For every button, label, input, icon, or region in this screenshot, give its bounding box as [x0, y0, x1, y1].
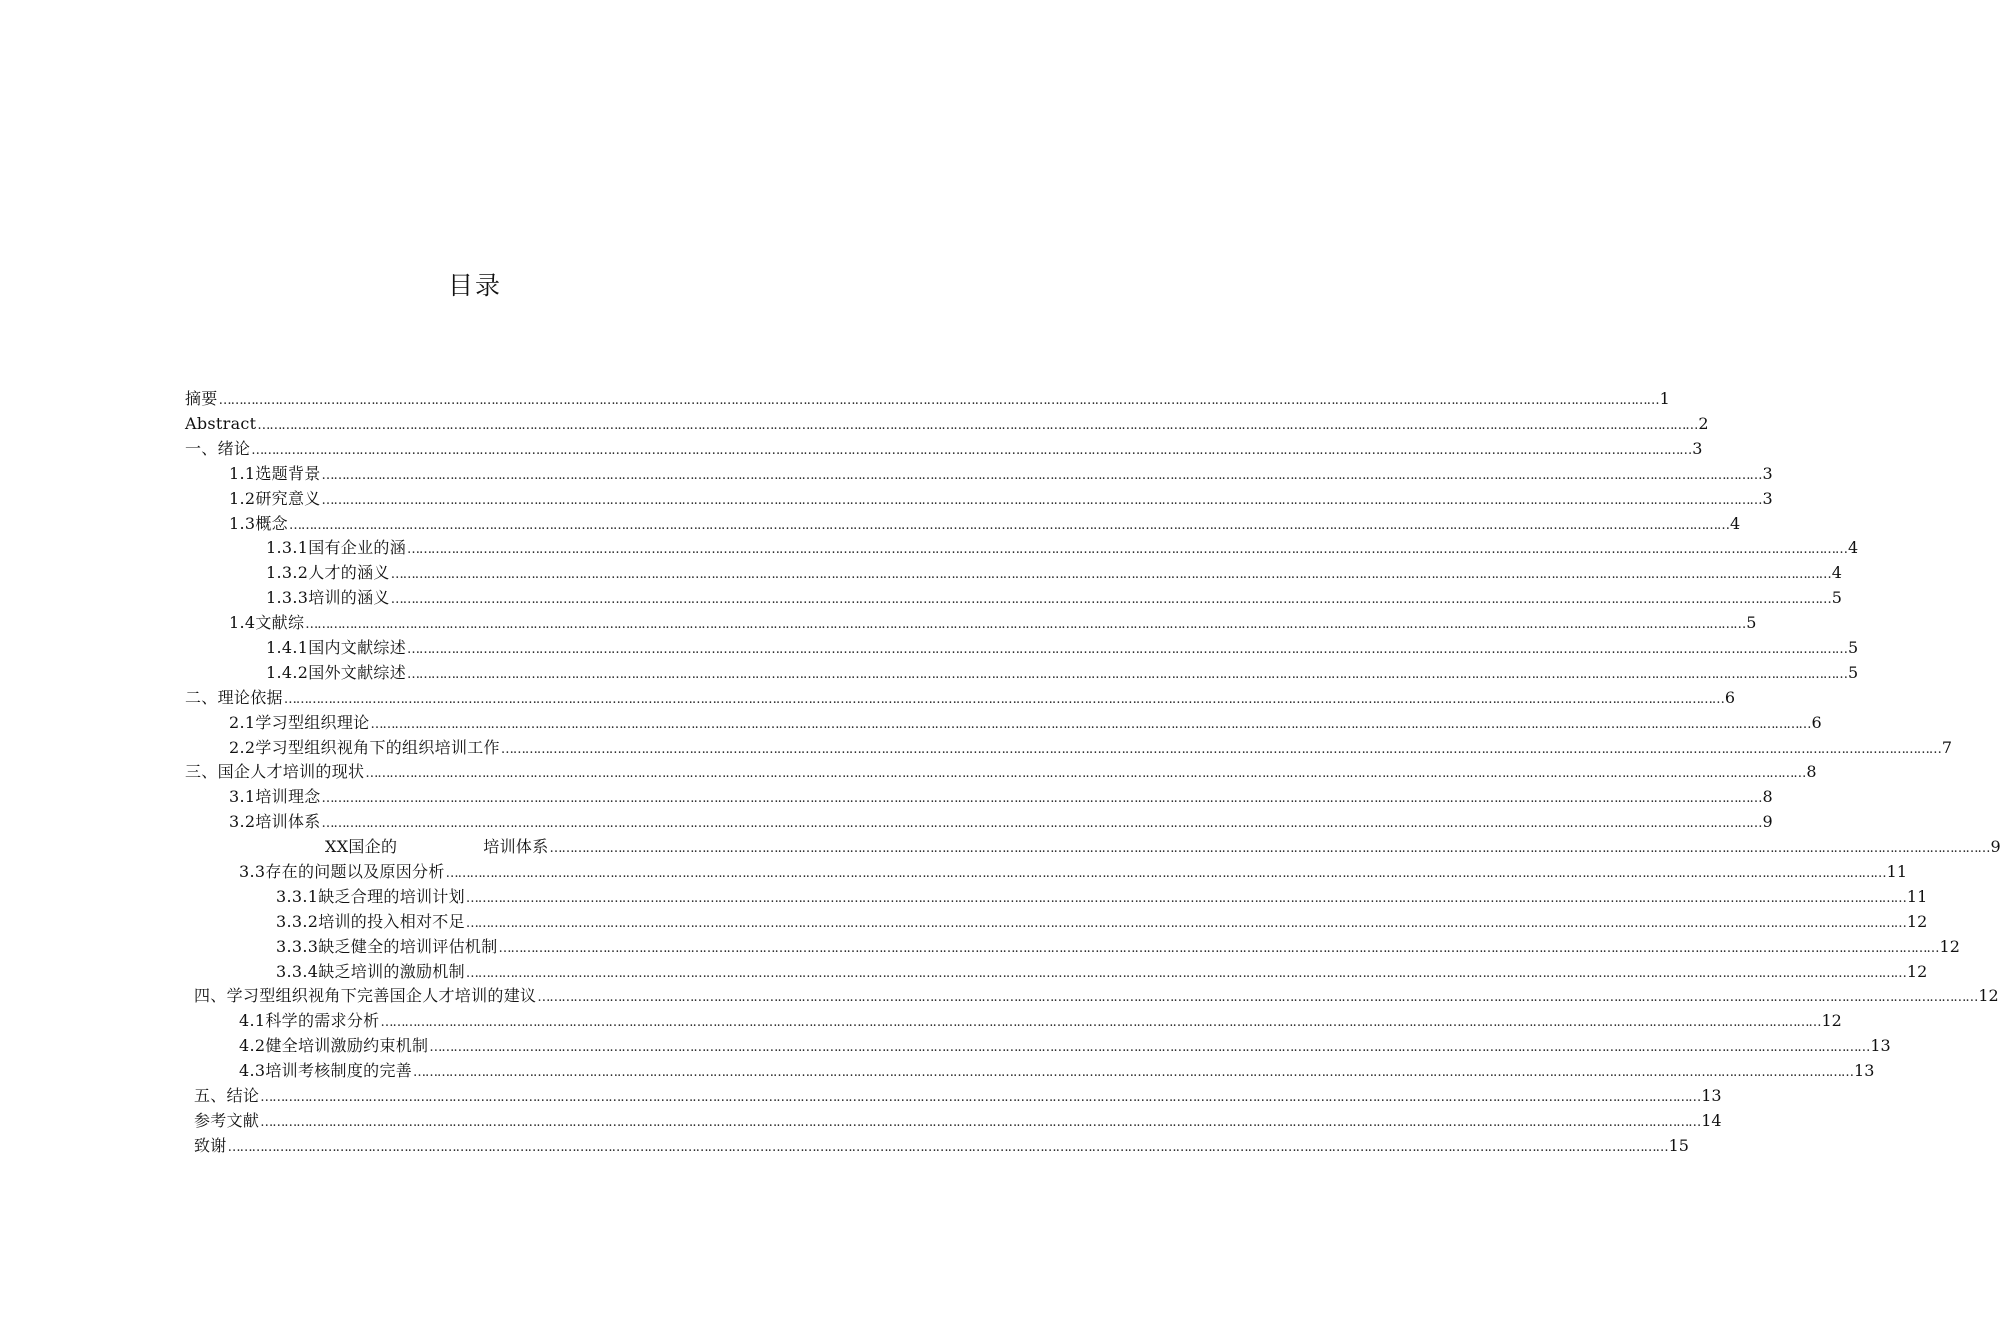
- toc-entry-label: 4.3培训考核制度的完善: [239, 1061, 413, 1080]
- toc-entry-label: 4.2健全培训激励约束机制: [239, 1036, 429, 1055]
- toc-leader-dots: ………………………………………………………………………………………………………………………………………………………………………………………………………………………………………………………………………………………………………………………………: [321, 468, 1762, 483]
- toc-entry-label: 3.2培训体系: [229, 812, 321, 831]
- toc-leader-dots: ………………………………………………………………………………………………………………………………………………………………………………………………………………………………………………………………………………………………………………………………: [321, 493, 1762, 508]
- toc-entry-label: 1.4文献综: [229, 613, 305, 632]
- toc-entry-label: 3.3.3缺乏健全的培训评估机制: [276, 937, 498, 956]
- toc-entry-page: 13: [1870, 1036, 1891, 1055]
- toc-entry-label-part-2: 培训体系: [483, 837, 549, 856]
- toc-leader-dots: ………………………………………………………………………………………………………………………………………………………………………………………………………………………………………………………………………………………………………………………………: [465, 966, 1906, 981]
- toc-entry-page: 13: [1701, 1086, 1722, 1105]
- toc-entry-label: 2.2学习型组织视角下的组织培训工作: [229, 738, 500, 757]
- toc-entry-label: [325, 835, 549, 859]
- toc-entry-abstract[interactable]: [185, 412, 1709, 436]
- toc-entry-4-1[interactable]: [239, 1009, 1842, 1033]
- toc-entry-chapter-1[interactable]: [185, 437, 1703, 461]
- toc-entry-page: 3: [1762, 464, 1773, 483]
- toc-entry-3-2[interactable]: [229, 810, 1773, 834]
- toc-entry-page: 6: [1811, 713, 1822, 732]
- toc-entry-4-3[interactable]: [239, 1059, 1875, 1083]
- toc-entry-page: 12: [1978, 986, 1999, 1005]
- toc-entry-1-4-1[interactable]: [266, 636, 1859, 660]
- toc-leader-dots: ………………………………………………………………………………………………………………………………………………………………………………………………………………………………………………………………………………………………………………………………: [429, 1040, 1870, 1055]
- toc-entry-label: 四、学习型组织视角下完善国企人才培训的建议: [194, 986, 537, 1005]
- toc-entry-page: 3: [1762, 489, 1773, 508]
- toc-entry-label: 三、国企人才培训的现状: [185, 762, 365, 781]
- toc-leader-dots: ………………………………………………………………………………………………………………………………………………………………………………………………………………………………………………………………………………………………………………………………: [380, 1015, 1821, 1030]
- toc-entry-label: 1.3概念: [229, 514, 288, 533]
- toc-entry-chapter-5[interactable]: [194, 1084, 1722, 1108]
- toc-leader-dots: ………………………………………………………………………………………………………………………………………………………………………………………………………………………………………………………………………………………………………………………………: [500, 742, 1941, 757]
- toc-entry-4-2[interactable]: [239, 1034, 1891, 1058]
- toc-entry-3-3-2[interactable]: [276, 910, 1928, 934]
- toc-entry-label: 一、绪论: [185, 439, 251, 458]
- toc-leader-dots: ………………………………………………………………………………………………………………………………………………………………………………………………………………………………………………………………………………………………………………………………: [321, 791, 1762, 806]
- toc-leader-dots: ………………………………………………………………………………………………………………………………………………………………………………………………………………………………………………………………………………………………………………………………: [549, 841, 1990, 856]
- toc-leader-dots: ………………………………………………………………………………………………………………………………………………………………………………………………………………………………………………………………………………………………………………………………: [465, 916, 1906, 931]
- toc-entry-2-1[interactable]: [229, 711, 1822, 735]
- toc-entry-page: 5: [1848, 663, 1859, 682]
- toc-leader-dots: ………………………………………………………………………………………………………………………………………………………………………………………………………………………………………………………………………………………………………………………………: [390, 567, 1831, 582]
- toc-entry-1-3[interactable]: [229, 512, 1741, 536]
- toc-entry-label: 4.1科学的需求分析: [239, 1011, 380, 1030]
- toc-leader-dots: ………………………………………………………………………………………………………………………………………………………………………………………………………………………………………………………………………………………………………………………………: [251, 443, 1692, 458]
- toc-entry-page: 12: [1821, 1011, 1842, 1030]
- toc-leader-dots: ………………………………………………………………………………………………………………………………………………………………………………………………………………………………………………………………………………………………………………………………: [260, 1090, 1701, 1105]
- toc-entry-abstract-cn[interactable]: [185, 387, 1670, 411]
- toc-entry-page: 5: [1848, 638, 1859, 657]
- toc-entry-page: 1: [1659, 389, 1670, 408]
- toc-entry-chapter-2[interactable]: [185, 686, 1735, 710]
- toc-entry-page: 8: [1806, 762, 1817, 781]
- toc-entry-label: 3.3存在的问题以及原因分析: [239, 862, 445, 881]
- toc-entry-page: 12: [1906, 962, 1928, 981]
- toc-entry-label: 3.3.1缺乏合理的培训计划: [276, 887, 465, 906]
- toc-entry-3-3-4[interactable]: [276, 960, 1928, 984]
- toc-entry-label: 3.1培训理念: [229, 787, 321, 806]
- toc-entry-page: 7: [1941, 738, 1953, 757]
- toc-leader-dots: ………………………………………………………………………………………………………………………………………………………………………………………………………………………………………………………………………………………………………………………………: [413, 1065, 1854, 1080]
- toc-entry-label: 五、结论: [194, 1086, 260, 1105]
- toc-leader-dots: ………………………………………………………………………………………………………………………………………………………………………………………………………………………………………………………………………………………………………………………………: [407, 642, 1848, 657]
- toc-leader-dots: ………………………………………………………………………………………………………………………………………………………………………………………………………………………………………………………………………………………………………………………………: [498, 941, 1939, 956]
- toc-entry-label: 1.1选题背景: [229, 464, 321, 483]
- toc-entry-label: 致谢: [194, 1136, 227, 1155]
- toc-entry-page: 11: [1886, 862, 1908, 881]
- toc-leader-dots: ………………………………………………………………………………………………………………………………………………………………………………………………………………………………………………………………………………………………………………………………: [365, 766, 1806, 781]
- toc-entry-page: 9: [1762, 812, 1773, 831]
- toc-entry-3-3-3[interactable]: [276, 935, 1960, 959]
- toc-leader-dots: ………………………………………………………………………………………………………………………………………………………………………………………………………………………………………………………………………………………………………………………………: [445, 866, 1886, 881]
- toc-leader-dots: ………………………………………………………………………………………………………………………………………………………………………………………………………………………………………………………………………………………………………………………………: [321, 816, 1762, 831]
- toc-entry-label: 2.1学习型组织理论: [229, 713, 370, 732]
- toc-leader-dots: ………………………………………………………………………………………………………………………………………………………………………………………………………………………………………………………………………………………………………………………………: [407, 667, 1848, 682]
- toc-entry-page: 3: [1692, 439, 1703, 458]
- toc-leader-dots: ………………………………………………………………………………………………………………………………………………………………………………………………………………………………………………………………………………………………………………………………: [390, 592, 1831, 607]
- toc-entry-page: 4: [1848, 538, 1859, 557]
- toc-entry-1-3-2[interactable]: [266, 561, 1842, 585]
- toc-entry-3-3[interactable]: [239, 860, 1908, 884]
- toc-entry-2-2[interactable]: [229, 736, 1953, 760]
- toc-entry-label: 参考文献: [194, 1111, 260, 1130]
- toc-entry-label: 1.3.2人才的涵义: [266, 563, 390, 582]
- toc-leader-dots: ………………………………………………………………………………………………………………………………………………………………………………………………………………………………………………………………………………………………………………………………: [305, 617, 1746, 632]
- toc-leader-dots: ………………………………………………………………………………………………………………………………………………………………………………………………………………………………………………………………………………………………………………………………: [257, 418, 1698, 433]
- toc-entry-acknowledgements[interactable]: [194, 1134, 1689, 1158]
- toc-entry-1-3-3[interactable]: [266, 586, 1842, 610]
- toc-entry-page: 5: [1746, 613, 1757, 632]
- toc-leader-dots: ………………………………………………………………………………………………………………………………………………………………………………………………………………………………………………………………………………………………………………………………: [227, 1140, 1668, 1155]
- toc-entry-1-1[interactable]: [229, 462, 1773, 486]
- toc-entry-3-3-1[interactable]: [276, 885, 1928, 909]
- toc-leader-dots: ………………………………………………………………………………………………………………………………………………………………………………………………………………………………………………………………………………………………………………………………: [283, 692, 1724, 707]
- page-title: 目录: [447, 271, 502, 300]
- toc-leader-dots: ………………………………………………………………………………………………………………………………………………………………………………………………………………………………………………………………………………………………………………………………: [288, 518, 1729, 533]
- toc-entry-label: 1.4.1国内文献综述: [266, 638, 407, 657]
- toc-entry-label: 1.4.2国外文献综述: [266, 663, 407, 682]
- toc-entry-label: 二、理论依据: [185, 688, 283, 707]
- toc-entry-references[interactable]: [194, 1109, 1722, 1133]
- toc-entry-chapter-3[interactable]: [185, 760, 1817, 784]
- toc-entry-page: 14: [1701, 1111, 1722, 1130]
- toc-entry-1-4[interactable]: [229, 611, 1757, 635]
- toc-entry-label: Abstract: [185, 414, 257, 433]
- toc-entry-1-3-1[interactable]: [266, 536, 1859, 560]
- toc-leader-dots: ………………………………………………………………………………………………………………………………………………………………………………………………………………………………………………………………………………………………………………………………: [465, 891, 1906, 906]
- toc-entry-page: 9: [1990, 837, 2001, 856]
- toc-entry-page: 11: [1906, 887, 1928, 906]
- toc-entry-label: 1.3.3培训的涵义: [266, 588, 390, 607]
- toc-entry-label: 1.2研究意义: [229, 489, 321, 508]
- toc-entry-3-1[interactable]: [229, 785, 1773, 809]
- toc-entry-page: 15: [1668, 1136, 1689, 1155]
- toc-entry-label: 3.3.2培训的投入相对不足: [276, 912, 465, 931]
- toc-entry-page: 2: [1698, 414, 1709, 433]
- toc-entry-chapter-4[interactable]: [194, 984, 1999, 1008]
- toc-entry-page: 13: [1854, 1061, 1875, 1080]
- toc-entry-page: 5: [1831, 588, 1842, 607]
- toc-leader-dots: ………………………………………………………………………………………………………………………………………………………………………………………………………………………………………………………………………………………………………………………………: [218, 393, 1659, 408]
- toc-entry-3-2-xx[interactable]: [325, 835, 2001, 859]
- toc-entry-label-part-1: XX国企的: [325, 837, 398, 856]
- toc-leader-dots: ………………………………………………………………………………………………………………………………………………………………………………………………………………………………………………………………………………………………………………………………: [260, 1115, 1701, 1130]
- toc-leader-dots: ………………………………………………………………………………………………………………………………………………………………………………………………………………………………………………………………………………………………………………………………: [407, 542, 1848, 557]
- toc-entry-page: 12: [1939, 937, 1960, 956]
- toc-entry-page: 12: [1906, 912, 1928, 931]
- toc-entry-page: 4: [1831, 563, 1842, 582]
- toc-entry-1-2[interactable]: [229, 487, 1773, 511]
- toc-entry-page: 4: [1729, 514, 1741, 533]
- toc-leader-dots: ………………………………………………………………………………………………………………………………………………………………………………………………………………………………………………………………………………………………………………………………: [537, 990, 1978, 1005]
- toc-leader-dots: ………………………………………………………………………………………………………………………………………………………………………………………………………………………………………………………………………………………………………………………………: [370, 717, 1811, 732]
- toc-entry-label: 摘要: [185, 389, 218, 408]
- toc-entry-page: 8: [1762, 787, 1773, 806]
- toc-entry-label: 3.3.4缺乏培训的激励机制: [276, 962, 465, 981]
- toc-entry-page: 6: [1724, 688, 1735, 707]
- toc-entry-label: 1.3.1国有企业的涵: [266, 538, 407, 557]
- toc-entry-1-4-2[interactable]: [266, 661, 1859, 685]
